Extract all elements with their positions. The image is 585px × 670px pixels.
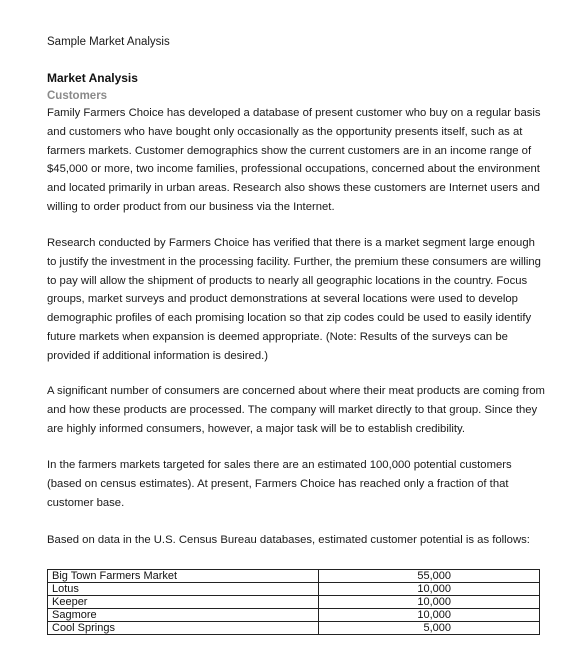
customer-count-cell: 5,000 — [319, 622, 540, 635]
text-line: and located primarily in urban areas. Research also shows these customers are Internet users and — [47, 182, 540, 195]
text-line: (based on census estimates). At present, Farmers Choice has reached only a fraction of that — [47, 477, 509, 490]
market-name-cell: Keeper — [48, 596, 319, 609]
text-line: groups, market surveys and product demonstrations at several locations were used to develop — [47, 293, 518, 306]
paragraph-farmers-markets — [47, 456, 537, 512]
market-name-cell: Cool Springs — [48, 622, 319, 635]
paragraph-customer-database — [47, 104, 541, 217]
market-name-cell: Big Town Farmers Market — [48, 570, 319, 583]
text-line: to pay will allow the shipment of products to nearly all geographic locations in the country. Focus — [47, 274, 528, 287]
section-heading: Market Analysis — [47, 71, 138, 85]
table-row — [48, 622, 540, 635]
text-line: demographic profiles of each promising location so that zip codes could be used to easily identify — [47, 312, 532, 325]
table-row — [48, 596, 540, 609]
paragraph-consumer-concerns — [47, 382, 545, 438]
text-line: willing to order product from our business via the Internet. — [47, 200, 335, 213]
table-row — [48, 570, 540, 583]
text-line: In the farmers markets targeted for sales there are an estimated 100,000 potential customers — [47, 459, 512, 471]
table-row — [48, 609, 540, 622]
document-title: Sample Market Analysis — [47, 36, 170, 48]
text-line: are highly informed consumers, however, a major task will be to establish credibility. — [47, 422, 465, 435]
text-line: and how these products are processed. The company will market directly to that group. Since they — [47, 403, 538, 416]
subheading-customers: Customers — [47, 90, 108, 102]
text-line: farmers markets. Customer demographics show the current customers are in an income range of — [47, 144, 532, 157]
text-line: and customers who have bought only occasionally as the opportunity presents itself, such as at — [47, 125, 523, 138]
market-name-cell: Sagmore — [48, 609, 319, 622]
market-name-cell: Lotus — [48, 583, 319, 596]
paragraph-census-intro — [47, 531, 537, 550]
text-line: Family Farmers Choice has developed a database of present customer who buy on a regular basis — [47, 107, 541, 119]
customer-count-cell: 10,000 — [319, 596, 540, 609]
text-line: to justify the investment in the processing facility. Further, the premium these consumers are willing — [47, 255, 541, 268]
text-line: customer base. — [47, 496, 125, 509]
customer-count-cell: 10,000 — [319, 583, 540, 596]
customer-count-cell: 55,000 — [319, 570, 540, 583]
customer-potential-table — [47, 569, 540, 635]
text-line: provided if additional information is desired.) — [47, 349, 269, 362]
text-line: future markets when expansion is deemed appropriate. (Note: Results of the surveys can be — [47, 330, 508, 343]
text-line: Research conducted by Farmers Choice has verified that there is a market segment large enough — [47, 237, 535, 249]
text-line: Based on data in the U.S. Census Bureau databases, estimated customer potential is as follows: — [47, 534, 530, 546]
customer-count-cell: 10,000 — [319, 609, 540, 622]
text-line: A significant number of consumers are concerned about where their meat products are coming from — [47, 385, 545, 397]
text-line: $45,000 or more, two income families, professional occupations, concerned about the environment — [47, 163, 540, 176]
table-row — [48, 583, 540, 596]
paragraph-research — [47, 234, 541, 366]
